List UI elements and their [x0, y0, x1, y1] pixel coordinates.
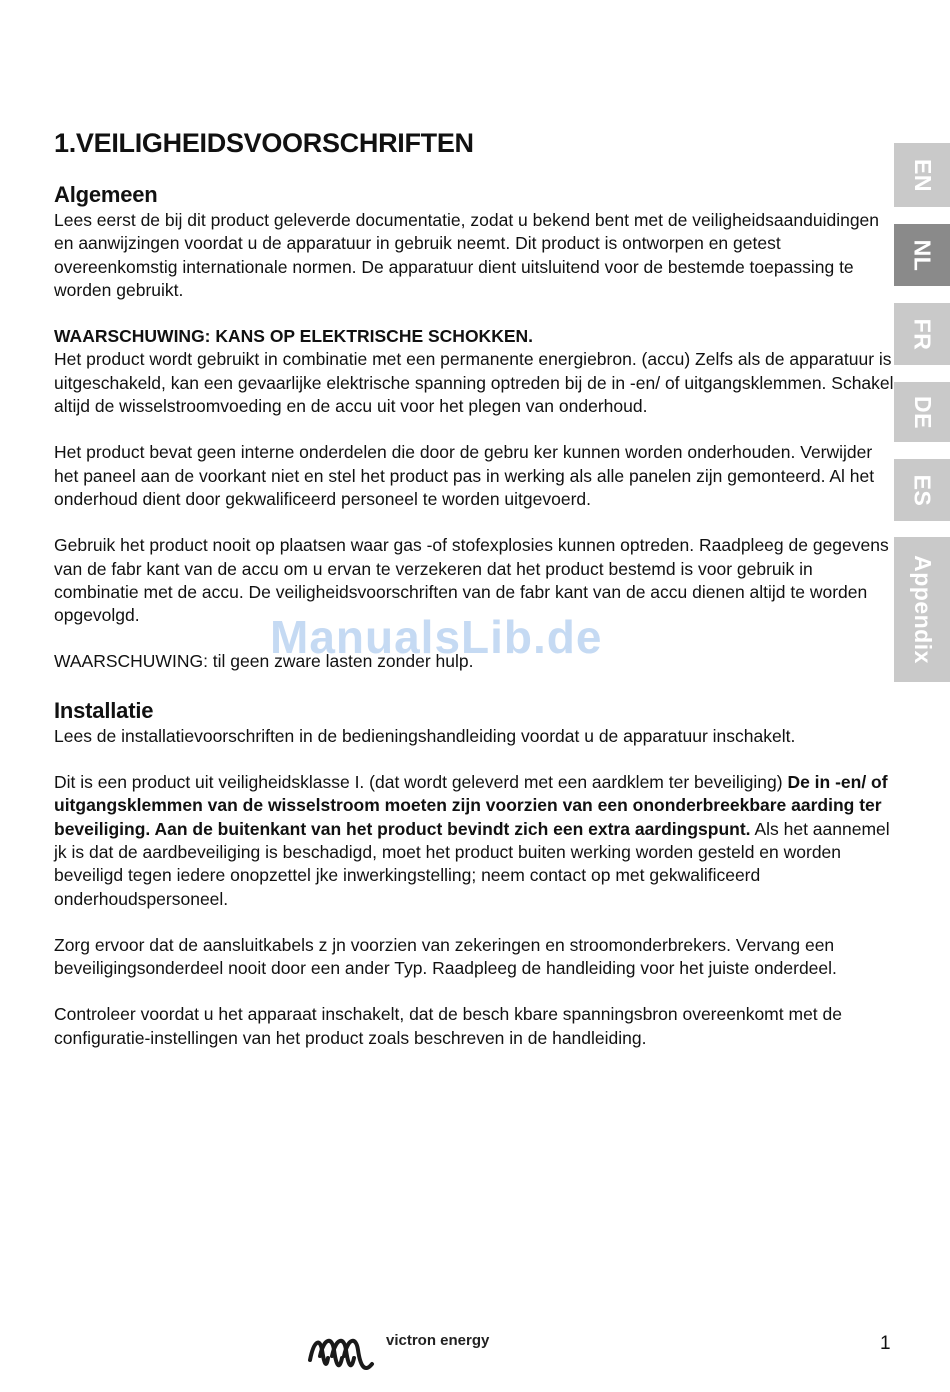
tab-en[interactable]	[894, 143, 950, 207]
victron-logo-icon	[306, 1330, 378, 1380]
tab-label: Appendix	[909, 555, 936, 664]
section-heading-algemeen: Algemeen	[54, 182, 158, 207]
warning-heading: WAARSCHUWING: KANS OP ELEKTRISCHE SCHOKKEN.	[54, 326, 534, 347]
tab-appendix[interactable]	[894, 537, 950, 682]
tab-label: DE	[909, 395, 936, 429]
watermark: ManualsLib.de	[270, 611, 603, 663]
tab-es[interactable]	[894, 459, 950, 521]
installatie-paragraph-4: Controleer voordat u het apparaat inschakelt, dat de besch kbare spanningsbron overeenkomt met de configuratie-instellingen van het product zoals beschreven in de handleiding.	[54, 1004, 842, 1048]
logo-text: victron energy	[386, 1332, 490, 1349]
tab-label: FR	[909, 318, 936, 350]
installatie-p2-bold: De in -en/ of uitgangsklemmen van de wisselstroom moeten zijn voorzien van een ononderbreekbare aarding ter beveiliging. Aan de buitenkant van het product bevindt zich een extra aardingspunt.	[54, 772, 888, 839]
algemeen-paragraph-4: Gebruik het product nooit op plaatsen waar gas -of stofexplosies kunnen optreden. Raadpleeg de gegevens van de fabr kant van de accu om u ervan te verzekeren dat het product bestemd is voor gebruik in combinatie met de accu. De veiligheidsvoorschriften van de fabr kant van de accu dienen altijd te worden opgevolgd.	[54, 535, 889, 626]
installatie-paragraph-3: Zorg ervoor dat de aansluitkabels z jn voorzien van zekeringen en stroomonderbrekers. Vervang een beveiligingsonderdeel nooit door een ander Typ. Raadpleeg de handleiding voor het juiste onderdeel.	[54, 934, 837, 979]
installatie-p2-intro: Dit is een product uit veiligheidsklasse I. (dat wordt geleverd met een aardklem ter beveiliging)	[54, 772, 783, 793]
section-heading-installatie: Installatie	[54, 697, 154, 723]
victron-logo	[306, 1330, 489, 1380]
page-content	[54, 128, 896, 1073]
tab-fr[interactable]	[894, 303, 950, 365]
installatie-paragraph-1: Lees de installatievoorschriften in de bedieningshandleiding voordat u de apparatuur inschakelt.	[54, 725, 796, 746]
page-number: 1	[880, 1333, 891, 1354]
tab-nl[interactable]	[894, 224, 950, 286]
tab-label: ES	[909, 474, 936, 506]
language-tabs	[894, 0, 950, 1392]
page-title: 1.VEILIGHEIDSVOORSCHRIFTEN	[54, 128, 474, 158]
algemeen-warning-block	[54, 325, 896, 418]
installatie-paragraph-2	[54, 771, 896, 911]
algemeen-paragraph-1: Lees eerst de bij dit product geleverde documentatie, zodat u bekend bent met de veiligheidsaanduidingen en aanwijzingen voordat u de apparatuur in gebruik neemt. Dit product is ontworpen en getest overeenkomstig internationale normen. De apparatuur dient uitsluitend voor de bestemde toepassing te worden gebruikt.	[54, 210, 880, 300]
algemeen-paragraph-3: Het product bevat geen interne onderdelen die door de gebru ker kunnen worden onderhouden. Verwijder het paneel aan de voorkant niet en stel het product pas in werking als alle panelen zijn gemonteerd. Al het onderhoud dient door gekwalificeerd personeel te worden uitgevoerd.	[54, 442, 875, 509]
algemeen-paragraph-5: WAARSCHUWING: til geen zware lasten zonder hulp.	[54, 651, 474, 672]
installatie-p2-rest: Als het aannemel jk is dat de aardbeveiliging is beschadigd, moet het product buiten werking worden gesteld en worden beveiligd tegen iedere onopzettel jke inwerkingstelling; neem contact op met gekwalificeerd onderhoudspersoneel.	[54, 818, 890, 909]
algemeen-paragraph-2: Het product wordt gebruikt in combinatie met een permanente energiebron. (accu) Zelfs als de apparatuur is uitgeschakeld, kan een gevaarlijke elektrische spanning optreden bij de in -en/ of uitgangsklemmen. Schakel altijd de wisselstroomvoeding en de accu uit voor het plegen van onderhoud.	[54, 349, 894, 417]
tab-de[interactable]	[894, 382, 950, 442]
tab-label: NL	[909, 239, 936, 271]
tab-label: EN	[909, 158, 936, 192]
